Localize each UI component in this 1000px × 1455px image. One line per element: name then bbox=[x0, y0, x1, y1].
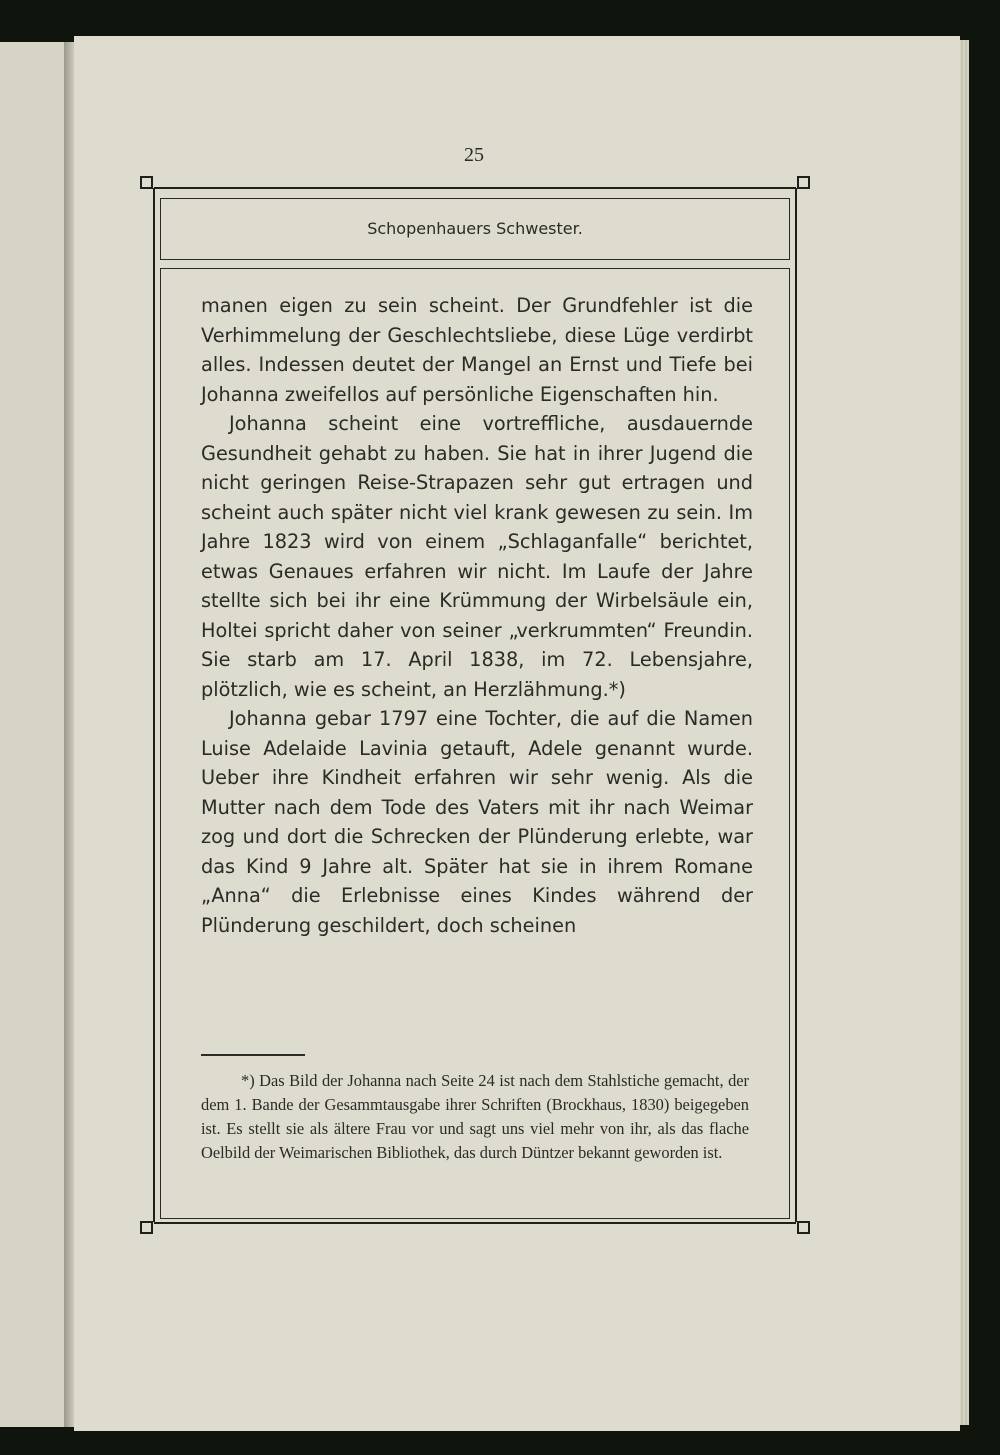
frame-corner-top-left bbox=[140, 176, 153, 189]
frame-corner-top-right bbox=[797, 176, 810, 189]
frame-corner-bottom-left bbox=[140, 1221, 153, 1234]
book-gutter bbox=[64, 42, 74, 1427]
text-block bbox=[160, 268, 790, 1219]
body-text bbox=[201, 291, 753, 940]
facing-page-edge bbox=[0, 42, 66, 1427]
frame-bottom-line bbox=[154, 1222, 796, 1224]
footnote: *) Das Bild der Johanna nach Seite 24 ist nach dem Stahlstiche gemacht, der dem 1. Bande der Gesammtausgabe ihrer Schriften (Brockhaus, 1830) beigegeben ist. Es stellt sie als ältere Frau vor und sagt uns viel mehr von ihr, als das flache Oelbild der Weimarischen Bibliothek, das durch Düntzer bekannt geworden ist. bbox=[201, 1071, 749, 1162]
paragraph-1: manen eigen zu sein scheint. Der Grundfehler ist die Verhimmelung der Geschlechtsliebe, diese Lüge verdirbt alles. Indessen deutet der Mangel an Ernst und Tiefe bei Johanna zweifellos auf persönliche Eigenschaften hin. bbox=[201, 294, 753, 406]
running-head-box bbox=[160, 198, 790, 260]
page-number: 25 bbox=[464, 144, 484, 166]
running-head: Schopenhauers Schwester. bbox=[367, 219, 583, 238]
frame-top-line bbox=[154, 187, 796, 189]
paragraph-3: Johanna gebar 1797 eine Tochter, die auf die Namen Luise Adelaide Lavinia getauft, Adele genannt wurde. Ueber ihre Kindheit erfahren wir sehr wenig. Als die Mutter nach dem Tode des Vaters mit ihr nach Weimar zog und dort die Schrecken der Plünderung erlebte, war das Kind 9 Jahre alt. Später hat sie in ihrem Romane „Anna“ die Erlebnisse eines Kindes während der Plünderung geschildert, doch scheinen bbox=[201, 707, 753, 937]
frame-left-line bbox=[153, 188, 155, 1222]
frame-corner-bottom-right bbox=[797, 1221, 810, 1234]
footnote-rule bbox=[201, 1054, 305, 1056]
book-page bbox=[74, 36, 960, 1431]
paragraph-2: Johanna scheint eine vortreffliche, ausdauernde Gesundheit gehabt zu haben. Sie hat in ihrer Jugend die nicht geringen Reise-Strapazen sehr gut ertragen und scheint auch später nicht viel krank gewesen zu sein. Im Jahre 1823 wird von einem „Schlaganfalle“ berichtet, etwas Genaues erfahren wir nicht. Im Laufe der Jahre stellte sich bei ihr eine Krümmung der Wirbelsäule ein, Holtei spricht daher von seiner „verkrummten“ Freundin. Sie starb am 17. April 1838, im 72. Lebensjahre, plötzlich, wie es scheint, an Herzlähmung.*) bbox=[201, 412, 753, 701]
frame-right-line bbox=[795, 188, 797, 1222]
